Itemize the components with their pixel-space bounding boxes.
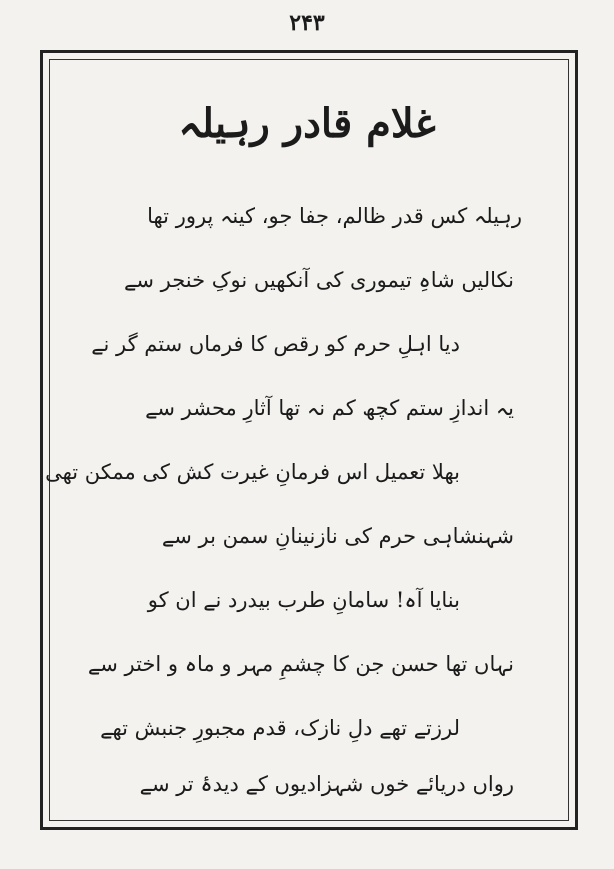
verse-line-4: یہ اندازِ ستم کچھ کم نہ تھا آثارِ محشر سے [145, 396, 514, 420]
verse-line-10: رواں دریائے خوں شہزادیوں کے دیدۂ تر سے [139, 772, 514, 796]
page-number: ۲۴۳ [289, 10, 325, 36]
page-border [40, 50, 578, 830]
verse-line-7: بنایا آہ! سامانِ طرب بیدرد نے ان کو [147, 588, 460, 612]
poem-title: غلام قادر رہیلہ [178, 100, 436, 147]
verse-line-5: بھلا تعمیل اس فرمانِ غیرت کش کی ممکن تھی [45, 460, 460, 484]
verse-line-1: رہیلہ کس قدر ظالم، جفا جو، کینہ پرور تھا [147, 204, 522, 228]
verse-line-8: نہاں تھا حسن جن کا چشمِ مہر و ماہ و اختر سے [87, 652, 514, 676]
verse-line-2: نکالیں شاہِ تیموری کی آنکھیں نوکِ خنجر سے [124, 268, 514, 292]
inner-border [49, 59, 569, 821]
verse-line-3: دیا اہلِ حرم کو رقص کا فرماں ستم گر نے [91, 332, 460, 356]
verse-line-6: شہنشاہی حرم کی نازنینانِ سمن بر سے [161, 524, 514, 548]
verse-line-9: لرزتے تھے دلِ نازک، قدم مجبورِ جنبش تھے [100, 716, 460, 740]
